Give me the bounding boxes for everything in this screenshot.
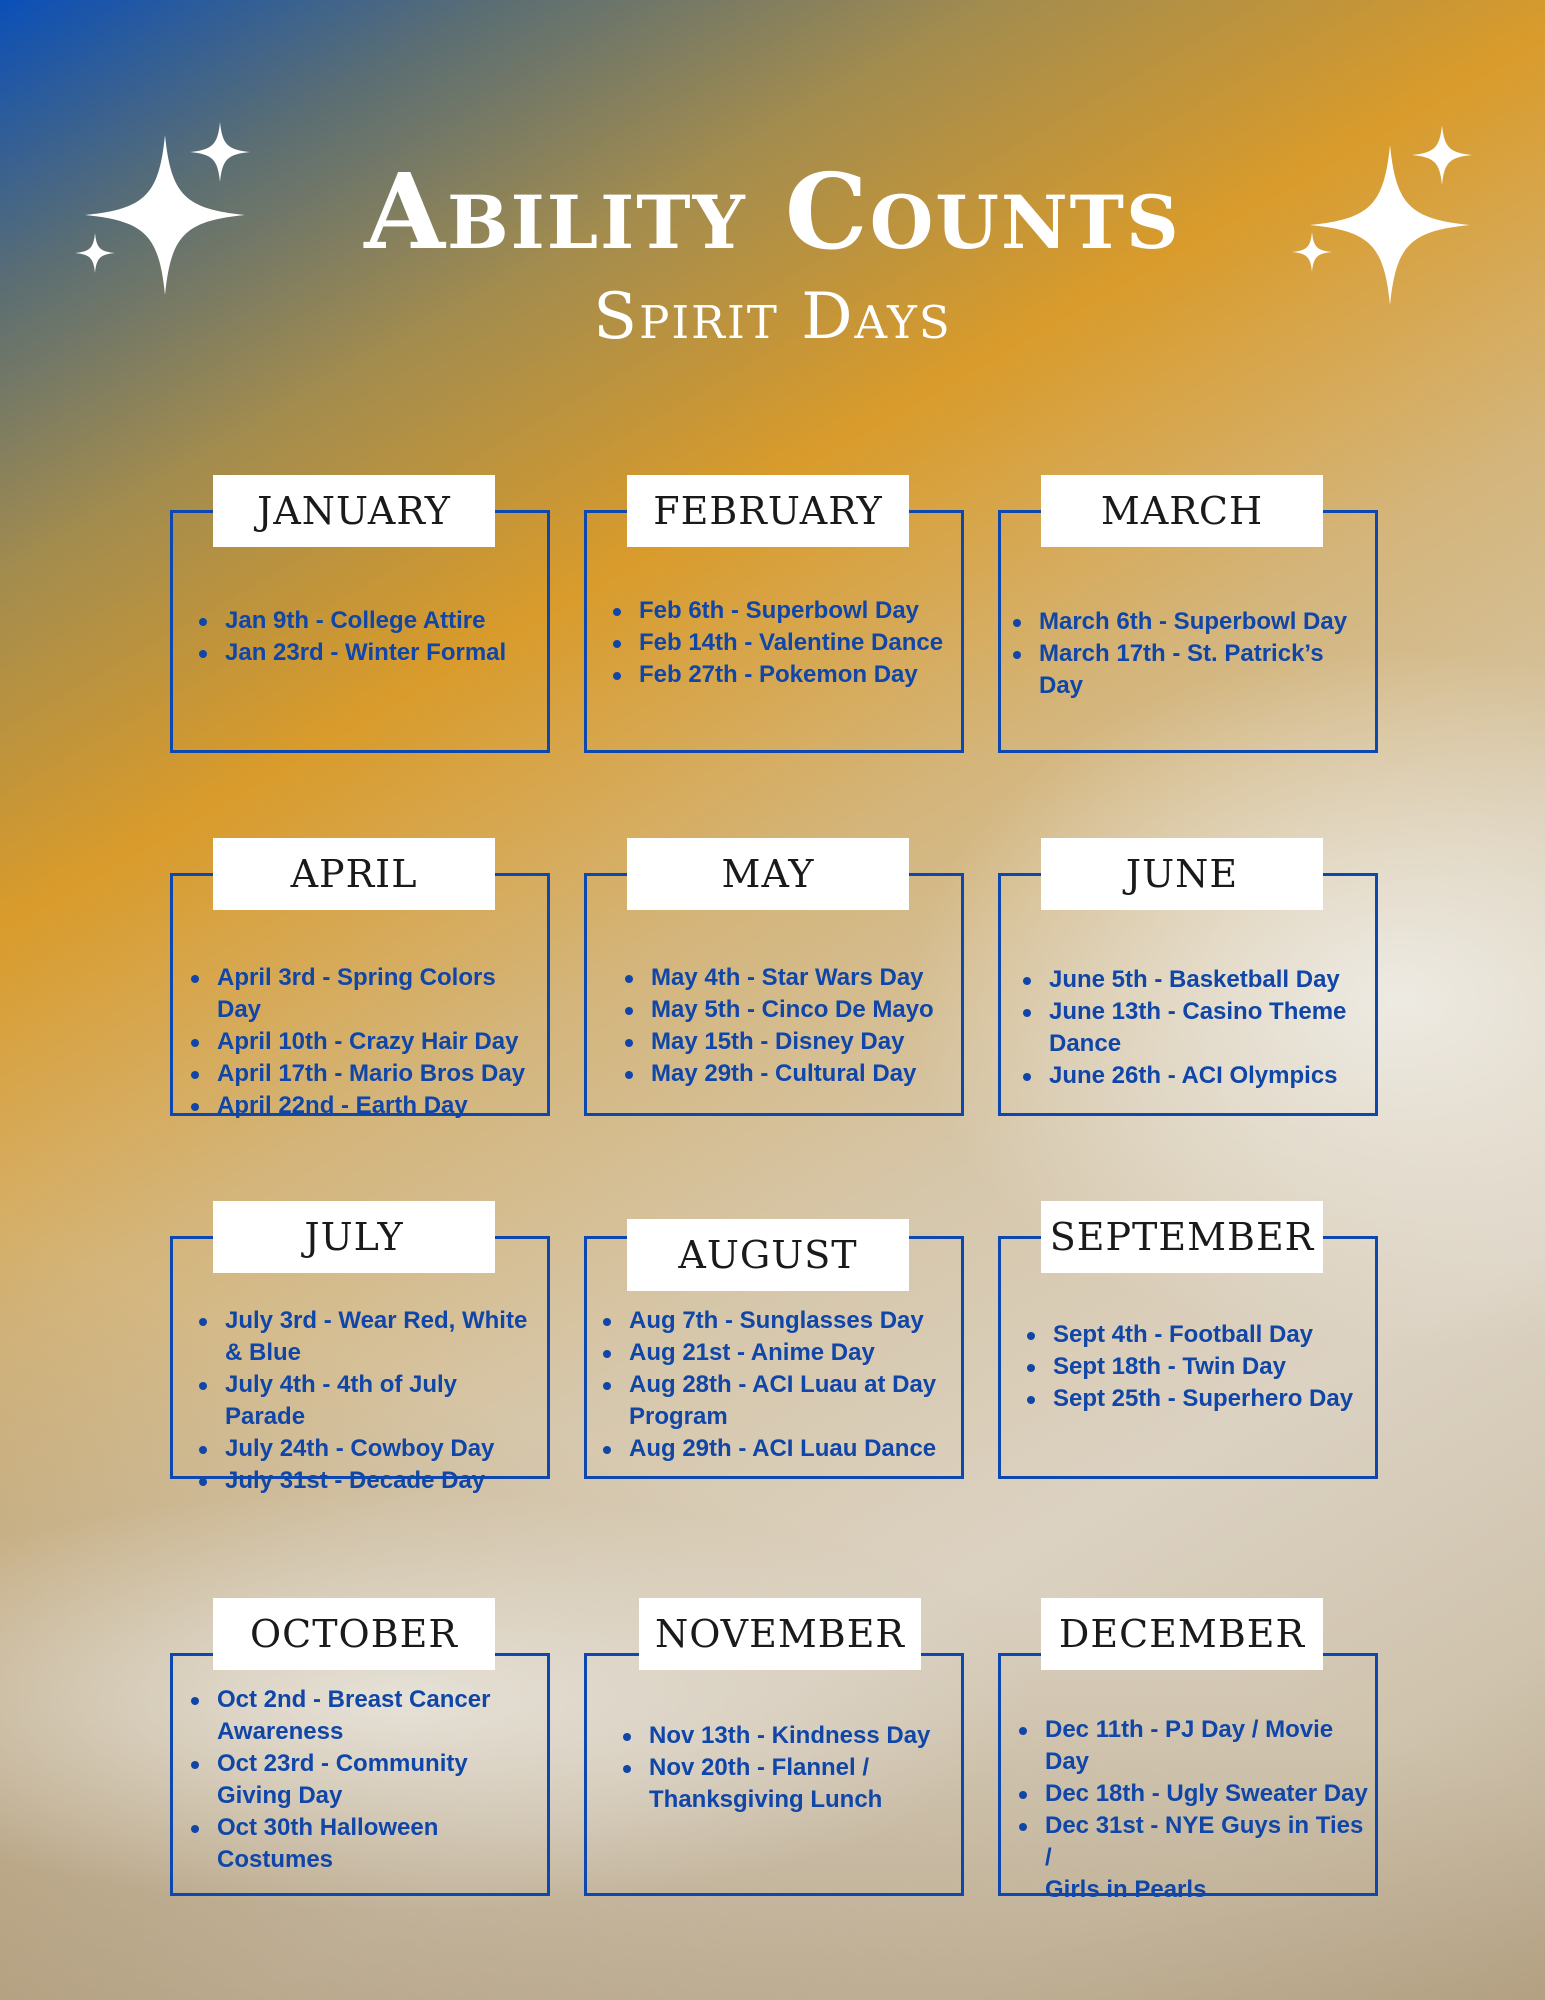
event-item: April 17th - Mario Bros Day <box>187 1058 545 1090</box>
event-item: March 17th - St. Patrick’s Day <box>1009 638 1369 702</box>
event-item: Aug 21st - Anime Day <box>599 1337 955 1369</box>
event-item: July 24th - Cowboy Day <box>195 1433 541 1465</box>
month-label-september: SEPTEMBER <box>1041 1201 1323 1273</box>
event-item: Nov 13th - Kindness Day <box>619 1720 955 1752</box>
month-card-june <box>998 852 1378 1116</box>
month-card-august <box>584 1233 964 1479</box>
event-item: April 10th - Crazy Hair Day <box>187 1026 545 1058</box>
event-item: June 26th - ACI Olympics <box>1019 1060 1369 1092</box>
month-label-april: APRIL <box>213 838 495 910</box>
event-item: May 4th - Star Wars Day <box>621 962 955 994</box>
month-card-february <box>584 489 964 753</box>
event-list-august <box>599 1305 955 1465</box>
event-list-april <box>187 962 545 1122</box>
event-item: Sept 4th - Football Day <box>1023 1319 1369 1351</box>
event-item: July 4th - 4th of July Parade <box>195 1369 541 1433</box>
event-item: Nov 20th - Flannel / Thanksgiving Lunch <box>619 1752 955 1816</box>
event-list-february <box>609 595 955 691</box>
event-item: Oct 23rd - Community Giving Day <box>187 1748 541 1812</box>
month-card-april <box>170 852 550 1119</box>
event-item: Aug 28th - ACI Luau at Day Program <box>599 1369 955 1433</box>
event-list-march <box>1009 606 1369 702</box>
month-label-march: MARCH <box>1041 475 1323 547</box>
event-list-september <box>1023 1319 1369 1415</box>
page-subtitle: Spirit Days <box>593 280 952 354</box>
event-list-july <box>195 1305 541 1497</box>
month-label-january: JANUARY <box>213 475 495 547</box>
month-card-november <box>584 1612 964 1896</box>
month-label-may: MAY <box>627 838 909 910</box>
event-list-october <box>187 1684 541 1876</box>
month-label-october: OCTOBER <box>213 1598 495 1670</box>
event-item: Jan 23rd - Winter Formal <box>195 637 541 669</box>
event-item: Feb 6th - Superbowl Day <box>609 595 955 627</box>
event-item: Sept 18th - Twin Day <box>1023 1351 1369 1383</box>
month-card-october <box>170 1612 550 1896</box>
event-list-january <box>195 605 541 669</box>
page-title: Ability Counts <box>364 150 1181 273</box>
month-card-december <box>998 1612 1378 1903</box>
month-label-july: JULY <box>213 1201 495 1273</box>
event-item: March 6th - Superbowl Day <box>1009 606 1369 638</box>
event-item: Sept 25th - Superhero Day <box>1023 1383 1369 1415</box>
event-item: April 22nd - Earth Day <box>187 1090 545 1122</box>
event-item: April 3rd - Spring Colors Day <box>187 962 545 1026</box>
event-item: Dec 11th - PJ Day / Movie Day <box>1015 1714 1369 1778</box>
event-item: June 13th - Casino Theme Dance <box>1019 996 1369 1060</box>
month-card-september <box>998 1215 1378 1479</box>
event-item: Feb 27th - Pokemon Day <box>609 659 955 691</box>
event-item: Aug 29th - ACI Luau Dance <box>599 1433 955 1465</box>
month-card-may <box>584 852 964 1116</box>
event-item: May 15th - Disney Day <box>621 1026 955 1058</box>
event-item: July 31st - Decade Day <box>195 1465 541 1497</box>
month-label-august: AUGUST <box>627 1219 909 1291</box>
event-item: Oct 2nd - Breast Cancer Awareness <box>187 1684 541 1748</box>
event-list-november <box>619 1720 955 1816</box>
month-label-february: FEBRUARY <box>627 475 909 547</box>
month-card-march <box>998 489 1378 753</box>
event-item: Oct 30th Halloween Costumes <box>187 1812 541 1876</box>
event-list-may <box>621 962 955 1090</box>
month-label-december: DECEMBER <box>1041 1598 1323 1670</box>
event-list-june <box>1019 964 1369 1092</box>
event-item: Feb 14th - Valentine Dance <box>609 627 955 659</box>
event-item: May 5th - Cinco De Mayo <box>621 994 955 1026</box>
event-list-december <box>1015 1714 1369 1906</box>
month-label-november: NOVEMBER <box>639 1598 921 1670</box>
month-card-july <box>170 1215 550 1494</box>
month-label-june: JUNE <box>1041 838 1323 910</box>
event-item: Dec 18th - Ugly Sweater Day <box>1015 1778 1369 1810</box>
event-item: Dec 31st - NYE Guys in Ties / Girls in Pearls <box>1015 1810 1369 1906</box>
event-item: Jan 9th - College Attire <box>195 605 541 637</box>
event-item: May 29th - Cultural Day <box>621 1058 955 1090</box>
event-item: July 3rd - Wear Red, White & Blue <box>195 1305 541 1369</box>
month-card-january <box>170 489 550 753</box>
event-item: June 5th - Basketball Day <box>1019 964 1369 996</box>
event-item: Aug 7th - Sunglasses Day <box>599 1305 955 1337</box>
